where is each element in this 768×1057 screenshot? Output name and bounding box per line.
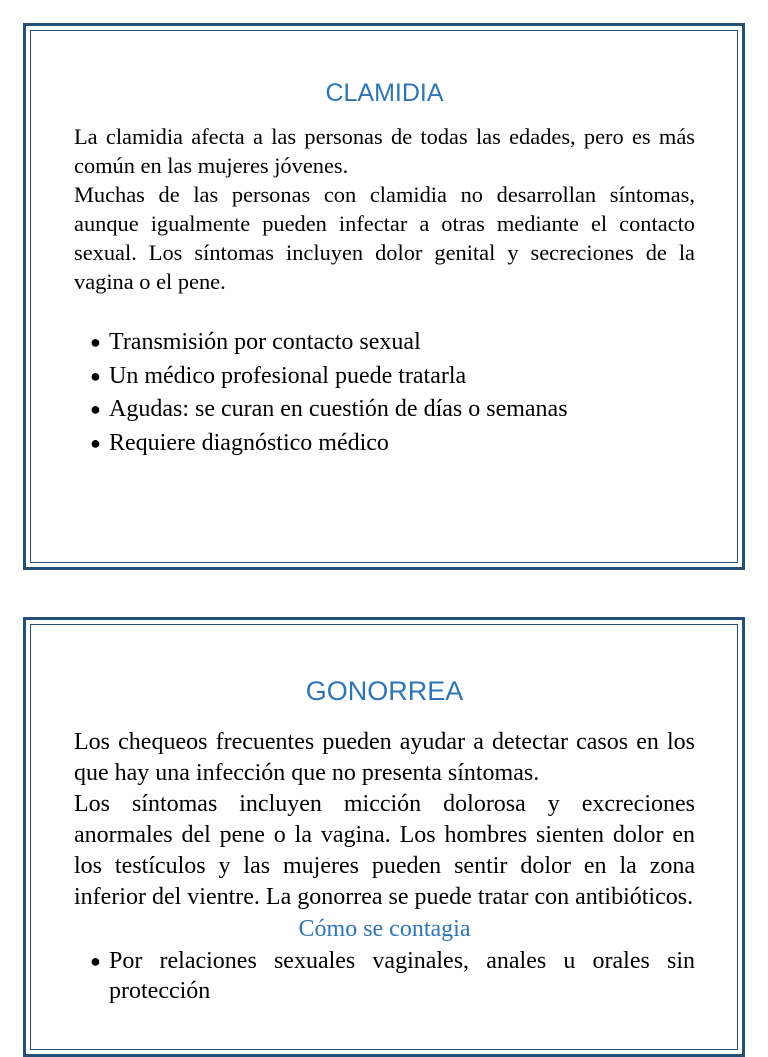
clamidia-bullet-item (90, 427, 695, 461)
clamidia-bullet-text: Agudas: se curan en cuestión de días o semanas (109, 396, 568, 422)
gonorrea-bullet-list (74, 946, 695, 1006)
clamidia-title: CLAMIDIA (325, 79, 444, 107)
gonorrea-title: GONORREA (305, 676, 464, 706)
clamidia-paragraph-1: La clamidia afecta a las personas de todas las edades, pero es más común en las mujeres jóvenes. (74, 124, 695, 178)
clamidia-card (23, 23, 745, 570)
clamidia-bullet-item (90, 393, 695, 427)
clamidia-bullet-item (90, 360, 695, 394)
gonorrea-bullet-text: Por relaciones sexuales vaginales, anales u orales sin protección (109, 948, 695, 1004)
clamidia-card-inner-border (30, 30, 738, 563)
gonorrea-card-inner-border (30, 624, 738, 1050)
clamidia-bullet-text: Requiere diagnóstico médico (109, 429, 389, 456)
gonorrea-paragraph-2: Los síntomas incluyen micción dolorosa y excreciones anormales del pene o la vagina. Los hombres sienten dolor en los testículos y las mujeres pueden sentir dolor en la zona inferior del vientre. La gonorrea se puede tratar con antibióticos. (74, 791, 695, 910)
clamidia-bullet-text: Transmisión por contacto sexual (109, 329, 421, 355)
bullet-icon: ● (90, 432, 101, 453)
bullet-icon: ● (90, 365, 101, 386)
gonorrea-card (23, 617, 745, 1057)
gonorrea-subheading: Cómo se contagia (298, 916, 471, 942)
clamidia-paragraph-2: Muchas de las personas con clamidia no desarrollan síntomas, aunque igualmente pueden infectar a otras mediante el contacto sexual. Los síntomas incluyen dolor genital y secreciones de la vagina o el pene. (74, 182, 695, 294)
bullet-icon: ● (90, 399, 101, 419)
clamidia-bullet-list (74, 326, 695, 460)
clamidia-bullet-item (90, 326, 695, 360)
bullet-icon: ● (90, 332, 101, 352)
gonorrea-bullet-item (90, 946, 695, 1006)
bullet-icon: ● (90, 951, 101, 971)
clamidia-bullet-text: Un médico profesional puede tratarla (109, 362, 467, 389)
gonorrea-paragraph-1: Los chequeos frecuentes pueden ayudar a detectar casos en los que hay una infección que no presenta síntomas. (74, 729, 695, 786)
